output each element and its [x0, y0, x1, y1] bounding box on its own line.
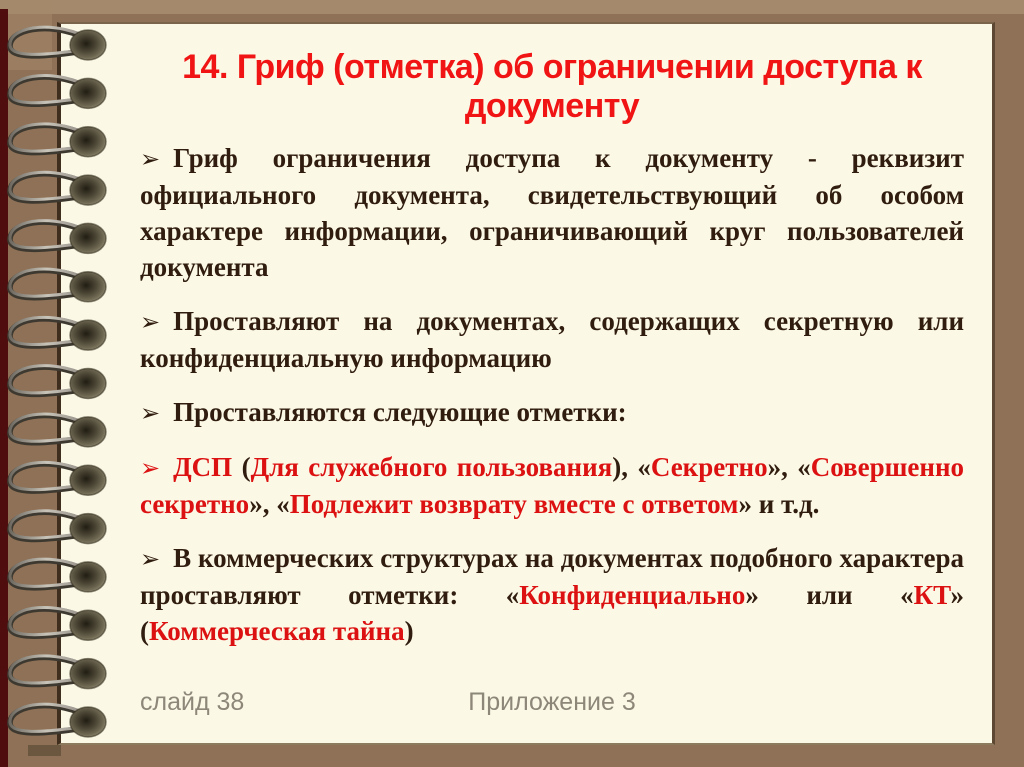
spiral-ring	[10, 462, 106, 495]
text-segment: Проставляют на документах, содержащих секретную или конфиденциальную информацию	[140, 306, 964, 373]
binding-hole	[70, 272, 106, 302]
footer-annotation: Приложение 3	[468, 688, 636, 716]
spiral-ring	[10, 269, 106, 302]
text-segment: (	[241, 452, 251, 482]
spiral-ring	[10, 317, 106, 350]
spiral-ring	[10, 76, 106, 109]
text-segment: Совершенно секретно	[140, 452, 965, 519]
bullet-arrow-icon: ➢	[140, 399, 161, 427]
text-segment: », «	[767, 452, 811, 482]
frame-top-bevel	[0, 0, 1024, 14]
text-segment: Проставляются следующие отметки:	[173, 397, 627, 427]
text-segment: Гриф ограничения доступа к документу - реквизит официального документа, свидетельствующий об особом характере информации, ограничивающий круг пользователей документа	[140, 143, 964, 282]
binding-hole	[70, 610, 106, 640]
binding-hole	[70, 369, 106, 399]
binding-hole	[70, 78, 106, 108]
spiral-ring	[10, 124, 106, 157]
bullet-paragraph	[140, 140, 964, 285]
text-segment: », «	[249, 489, 290, 519]
bullet-paragraph	[140, 540, 964, 649]
bullet-list	[140, 140, 964, 649]
spiral-ring	[10, 221, 106, 254]
text-segment: Коммерческая тайна	[149, 616, 405, 646]
text-segment: В коммерческих структурах на документах подобного характера проставляют отметки: «	[140, 543, 964, 610]
spiral-ring	[10, 704, 106, 737]
binding-hole	[70, 417, 106, 447]
spiral-ring	[10, 607, 106, 640]
notepad-paper	[57, 22, 995, 745]
text-segment: КТ	[913, 580, 951, 610]
spiral-ring	[10, 656, 106, 689]
binding-hole	[70, 223, 106, 253]
bullet-paragraph	[140, 303, 964, 376]
binding-hole	[70, 562, 106, 592]
spiral-ring	[10, 172, 106, 205]
text-segment: ДСП	[173, 452, 242, 482]
bullet-arrow-icon: ➢	[140, 308, 161, 336]
bullet-arrow-icon: ➢	[140, 454, 161, 482]
spiral-ring	[10, 366, 106, 399]
text-segment: » или «	[745, 580, 914, 610]
bullet-paragraph	[140, 394, 964, 431]
binding-hole	[70, 514, 106, 544]
slide-title: 14. Гриф (отметка) об ограничении доступа к документу	[182, 48, 922, 125]
text-segment: » (	[140, 580, 964, 646]
slide-number: слайд 38	[140, 688, 245, 716]
text-segment: Конфиденциально	[519, 580, 746, 610]
bullet-paragraph	[140, 449, 964, 522]
text-segment: Подлежит возврату вместе с ответом	[289, 489, 739, 519]
text-segment: )	[404, 616, 414, 646]
spiral-binding	[0, 0, 125, 767]
binding-hole	[70, 707, 106, 737]
text-segment: Секретно	[650, 452, 768, 482]
text-segment: Для служебного пользования	[250, 452, 613, 482]
bullet-arrow-icon: ➢	[140, 545, 161, 573]
spiral-ring	[10, 511, 106, 544]
binding-hole	[70, 30, 106, 60]
text-segment: ), «	[612, 452, 651, 482]
spiral-ring	[10, 414, 106, 447]
slide-footer	[140, 688, 964, 716]
spiral-ring	[10, 559, 106, 592]
binding-hole	[70, 127, 106, 157]
binding-hole	[70, 175, 106, 205]
binding-hole	[70, 320, 106, 350]
text-segment: » и т.д.	[738, 489, 820, 519]
spiral-ring	[10, 27, 106, 60]
binding-hole	[70, 659, 106, 689]
bullet-arrow-icon: ➢	[140, 145, 161, 173]
binding-hole	[70, 465, 106, 495]
